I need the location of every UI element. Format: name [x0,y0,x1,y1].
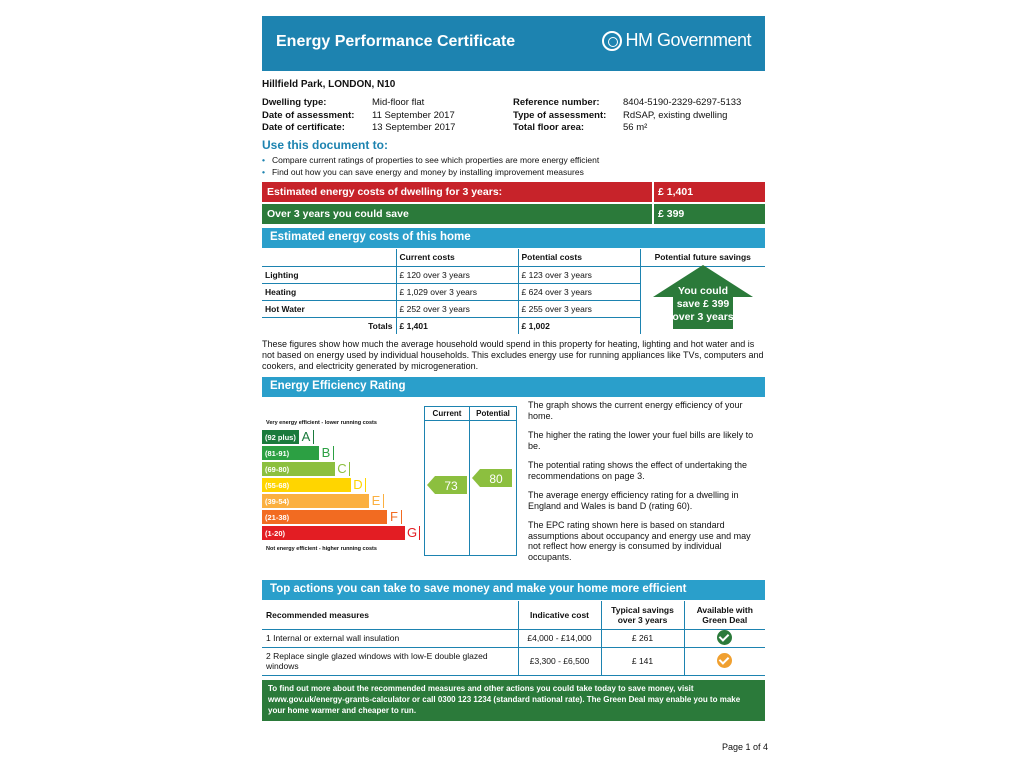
use-bullet: • Compare current ratings of properties to see which properties are more energy efficient [262,154,599,166]
detail-value: 11 September 2017 [372,109,455,121]
action-measure: 2 Replace single glazed windows with low-E double glazed windows [262,647,518,675]
potential-rating-arrow [472,469,512,487]
savings-value: £ 399 [658,208,685,220]
costs-row-label: Hot Water [262,300,396,317]
rating-band-g [262,526,420,540]
band-letter: A [299,430,313,444]
col-current-header: Current [425,407,470,421]
col-divider [469,407,470,555]
band-range: (55-68) [265,481,290,490]
band-letter: F [387,510,401,524]
action-savings: £ 261 [601,629,684,647]
savings-label: Over 3 years you could save [267,208,409,220]
costs-header-blank [262,249,396,266]
action-measure: 1 Internal or external wall insulation [262,629,518,647]
savings-arrow [641,263,766,331]
explain-paragraph: The EPC rating shown here is based on standard assumptions about occupancy and energy use and may not reflect how energy is consumed by individual occupants. [528,520,751,562]
detail-value: 56 m² [623,122,648,133]
explain-paragraph: The average energy efficiency rating for a dwelling in England and Wales is band D (rating 60). [528,490,739,511]
costs-header-current: Current costs [396,249,518,266]
costs-row-current: £ 1,029 over 3 years [396,283,518,300]
costs-row-label: Heating [262,283,396,300]
rating-section-title [262,377,765,397]
rating-band-a [262,430,314,444]
info-banner: To find out more about the recommended measures and other actions you could take today to save money, visit www.gov.uk/energy-grants-calculator or call 0300 123 1234 (standard national rate). The Green Deal may enable you to make your home warmer and cheaper to run. [262,680,765,721]
use-heading: Use this document to: [262,138,389,152]
costs-row-current: £ 120 over 3 years [396,266,518,283]
rating-title-text: Energy Efficiency Rating [270,380,406,392]
band-range: (92 plus) [265,433,296,442]
detail-label: Date of certificate: [262,122,345,133]
costs-row-potential: £ 255 over 3 years [518,300,640,317]
rating-band-b [262,446,334,460]
details-right [513,97,741,135]
explain-paragraph: The potential rating shows the effect of undertaking the recommendations on page 3. [528,460,747,481]
explain-paragraph: The higher the rating the lower your fuel bills are likely to be. [528,430,754,451]
actions-header-measure: Recommended measures [262,601,518,629]
rating-band-f [262,510,402,524]
explain-paragraph: The graph shows the current energy efficiency of your home. [528,400,743,421]
green-deal-tick-icon [717,630,732,645]
costs-section-title [262,228,765,248]
actions-table [262,601,765,676]
actions-header-cost: Indicative cost [518,601,601,629]
detail-value: Mid-floor flat [372,97,425,108]
detail-value: 13 September 2017 [372,122,456,133]
band-range: (39-54) [265,497,290,506]
green-deal-tick-icon [717,653,732,668]
potential-rating-value: 80 [489,472,503,486]
costs-header-potential: Potential costs [518,249,640,266]
costs-row-current: £ 252 over 3 years [396,300,518,317]
rating-bottom-label: Not energy efficient - higher running costs [266,546,377,552]
band-letter: E [369,494,383,508]
costs-title-text: Estimated energy costs of this home [270,231,471,243]
band-range: (1-20) [265,529,286,538]
crest-icon [602,31,622,51]
detail-label: Total floor area: [513,122,585,133]
costs-row-label: Lighting [262,266,396,283]
page-title: Energy Performance Certificate [276,33,516,50]
use-bullet: • Find out how you can save energy and money by installing improvement measures [262,166,599,178]
rating-top-label: Very energy efficient - lower running costs [266,420,377,426]
use-bullets [262,154,599,178]
future-savings-cell [640,266,765,334]
current-rating-arrow [427,476,467,494]
col-potential-header: Potential [470,407,516,421]
action-green-deal [684,647,765,675]
band-letter: C [335,462,349,476]
band-range: (81-91) [265,449,290,458]
page-number: Page 1 of 4 [722,742,769,752]
estimated-cost-bar [262,182,765,202]
current-rating-value: 73 [444,479,458,493]
bar-divider [652,204,654,224]
detail-label: Date of assessment: [262,109,355,121]
detail-label: Reference number: [513,97,600,108]
costs-totals-label: Totals [262,317,396,334]
costs-totals-current: £ 1,401 [396,317,518,334]
detail-value: RdSAP, existing dwelling [623,109,728,121]
arrow-text-3: over 3 years [671,310,734,323]
savings-bar [262,204,765,224]
hm-government-logo [602,30,751,51]
detail-label: Type of assessment: [513,109,607,121]
header-banner [262,16,765,71]
actions-header-green: Available with Green Deal [684,601,765,629]
costs-header-future: Potential future savings [640,249,765,266]
costs-totals-potential: £ 1,002 [518,317,640,334]
gov-label: HM Government [625,30,751,50]
arrow-text-2: save £ 399 [676,297,729,310]
action-cost: £4,000 - £14,000 [518,629,601,647]
arrow-text-1: You could [677,284,728,297]
bar-divider [652,182,654,202]
actions-section-title [262,580,765,600]
band-range: (69-80) [265,465,290,474]
action-savings: £ 141 [601,647,684,675]
actions-title-text: Top actions you can take to save money and make your home more efficient [270,583,687,595]
actions-header-savings: Typical savings over 3 years [601,601,684,629]
band-letter: G [406,525,418,540]
action-cost: £3,300 - £6,500 [518,647,601,675]
property-address: Hillfield Park, LONDON, N10 [262,79,396,90]
detail-label: Dwelling type: [262,97,327,108]
band-letter: D [351,478,365,492]
costs-note: These figures show how much the average household would spend in this property for heating, lighting and hot water and is not based on energy used by individual households. This excludes energy use for running appliances like TVs, computers and cookers, and electricity generated by microgeneration. [262,339,764,371]
costs-row-potential: £ 624 over 3 years [518,283,640,300]
detail-value: 8404-5190-2329-6297-5133 [623,97,742,108]
rating-graph [262,406,517,556]
estimated-cost-label: Estimated energy costs of dwelling for 3 years: [267,186,503,198]
costs-table [262,249,765,334]
action-green-deal [684,629,765,647]
costs-row-potential: £ 123 over 3 years [518,266,640,283]
details-left [262,97,455,135]
rating-band-c [262,462,350,476]
rating-band-e [262,494,384,508]
rating-band-d [262,478,366,492]
rating-explanation [528,400,765,571]
band-letter: B [319,446,333,460]
band-range: (21-38) [265,513,290,522]
estimated-cost-value: £ 1,401 [658,186,694,198]
